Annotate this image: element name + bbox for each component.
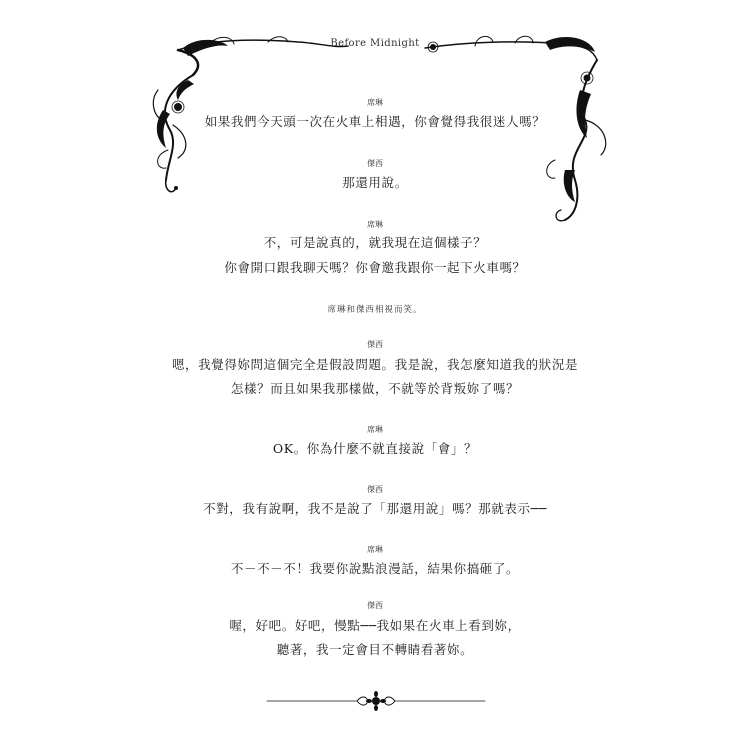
speaker-name: 席琳 [367,98,383,107]
speaker-name: 傑西 [367,340,383,349]
dialogue-line: 不－不－不！我要你說點浪漫話，結果你搞砸了。 [230,561,520,576]
floral-corner-ornament-right-icon [415,30,620,230]
floral-divider-icon [265,690,487,712]
dialogue-line: 如果我們今天頭一次在火車上相遇，你會覺得我很迷人嗎？ [204,114,546,129]
speaker-name: 傑西 [367,485,383,494]
dialogue-line: 聽著，我一定會目不轉睛看著妳。 [276,642,474,657]
dialogue-line: 喔，好吧。好吧，慢點──我如果在火車上看到妳， [229,618,521,633]
speaker-name: 席琳 [367,425,383,434]
dialogue-line: 不對，我有說啊，我不是說了「那還用說」嗎？那就表示── [203,501,547,516]
page-header-title: Before Midnight [330,38,420,49]
speaker-name: 傑西 [367,159,383,168]
speaker-name: 席琳 [367,220,383,229]
dialogue-line: 嗯，我覺得妳問這個完全是假設問題。我是說，我怎麼知道我的狀況是 [171,357,579,372]
dialogue-line: 怎樣？而且如果我那樣做，不就等於背叛妳了嗎？ [230,381,520,396]
dialogue-line: 你會開口跟我聊天嗎？你會邀我跟你一起下火車嗎？ [224,260,526,275]
dialogue-line: 不，可是說真的，就我現在這個樣子？ [263,235,487,250]
speaker-name: 席琳 [367,545,383,554]
stage-direction: 席琳和傑西相視而笑。 [327,305,423,315]
speaker-name: 傑西 [367,601,383,610]
dialogue-line: 那還用說。 [342,175,408,190]
dialogue-line: OK。你為什麼不就直接說「會」？ [272,441,478,456]
